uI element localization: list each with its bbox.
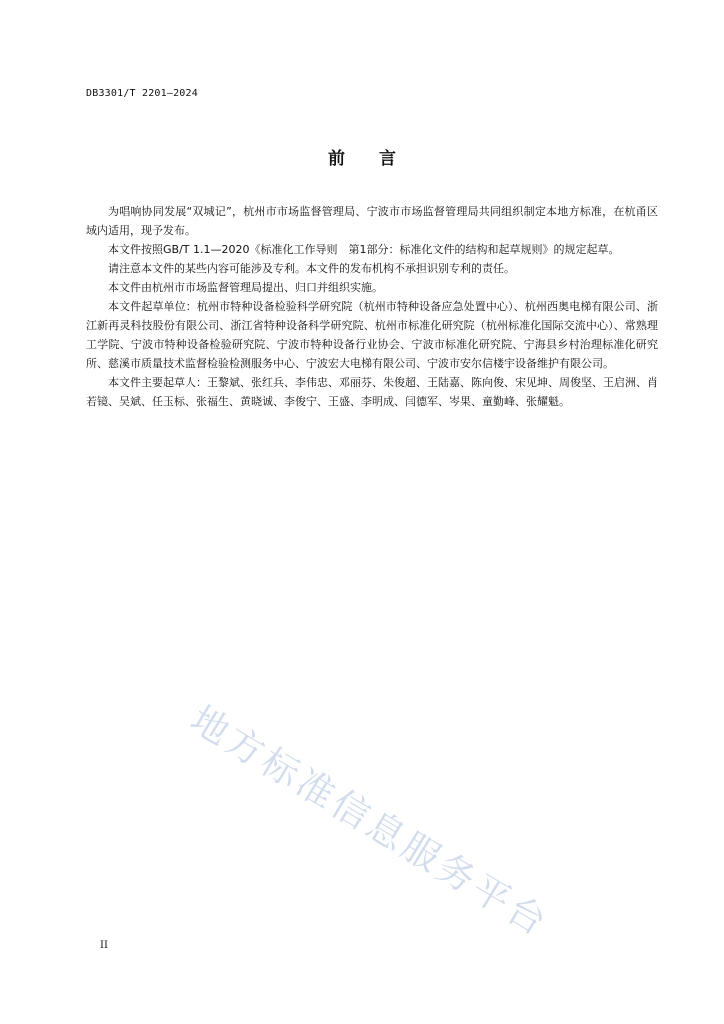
paragraph-drafters: 本文件主要起草人：王黎斌、张红兵、李伟忠、邓丽芬、朱俊超、王陆嘉、陈向俊、宋见坤、周俊坚、王启洲、肖若镜、吴斌、任玉标、张福生、黄晓诚、李俊宁、王盛、李明成、闫德军、岑果、童勤峰、张耀魁。	[86, 376, 658, 408]
document-code: DB3301/T 2201—2024	[86, 88, 198, 99]
paragraph-purpose: 为唱响协同发展“双城记”，杭州市市场监督管理局、宁波市市场监督管理局共同组织制定本地方标准，在杭甬区域内适用，现予发布。	[86, 205, 658, 237]
paragraph-drafting-rules: 本文件按照GB/T 1.1—2020《标准化工作导则 第1部分：标准化文件的结构和起草规则》的规定起草。	[108, 243, 620, 256]
paragraph-drafting-units: 本文件起草单位：杭州市特种设备检验科学研究院（杭州市特种设备应急处置中心）、杭州西奥电梯有限公司、浙江新再灵科技股份有限公司、浙江省特种设备科学研究院、杭州市标准化研究院（杭州标准化国际交流中心）、常熟理工学院、宁波市特种设备检验研究院、宁波市特种设备行业协会、宁波市标准化研究院、宁海县乡村治理标准化研究所、慈溪市质量技术监督检验检测服务中心、宁波宏大电梯有限公司、宁波市安尔信楼宇设备维护有限公司。	[86, 300, 658, 370]
paragraph-proposer: 本文件由杭州市市场监督管理局提出、归口并组织实施。	[108, 281, 383, 294]
page-title: 前 言	[328, 149, 410, 169]
foreword-body	[86, 202, 658, 411]
page-number: II	[100, 940, 108, 951]
paragraph-patent-notice: 请注意本文件的某些内容可能涉及专利。本文件的发布机构不承担识别专利的责任。	[108, 262, 515, 275]
watermark: 地方标准信息服务平台	[183, 697, 557, 946]
